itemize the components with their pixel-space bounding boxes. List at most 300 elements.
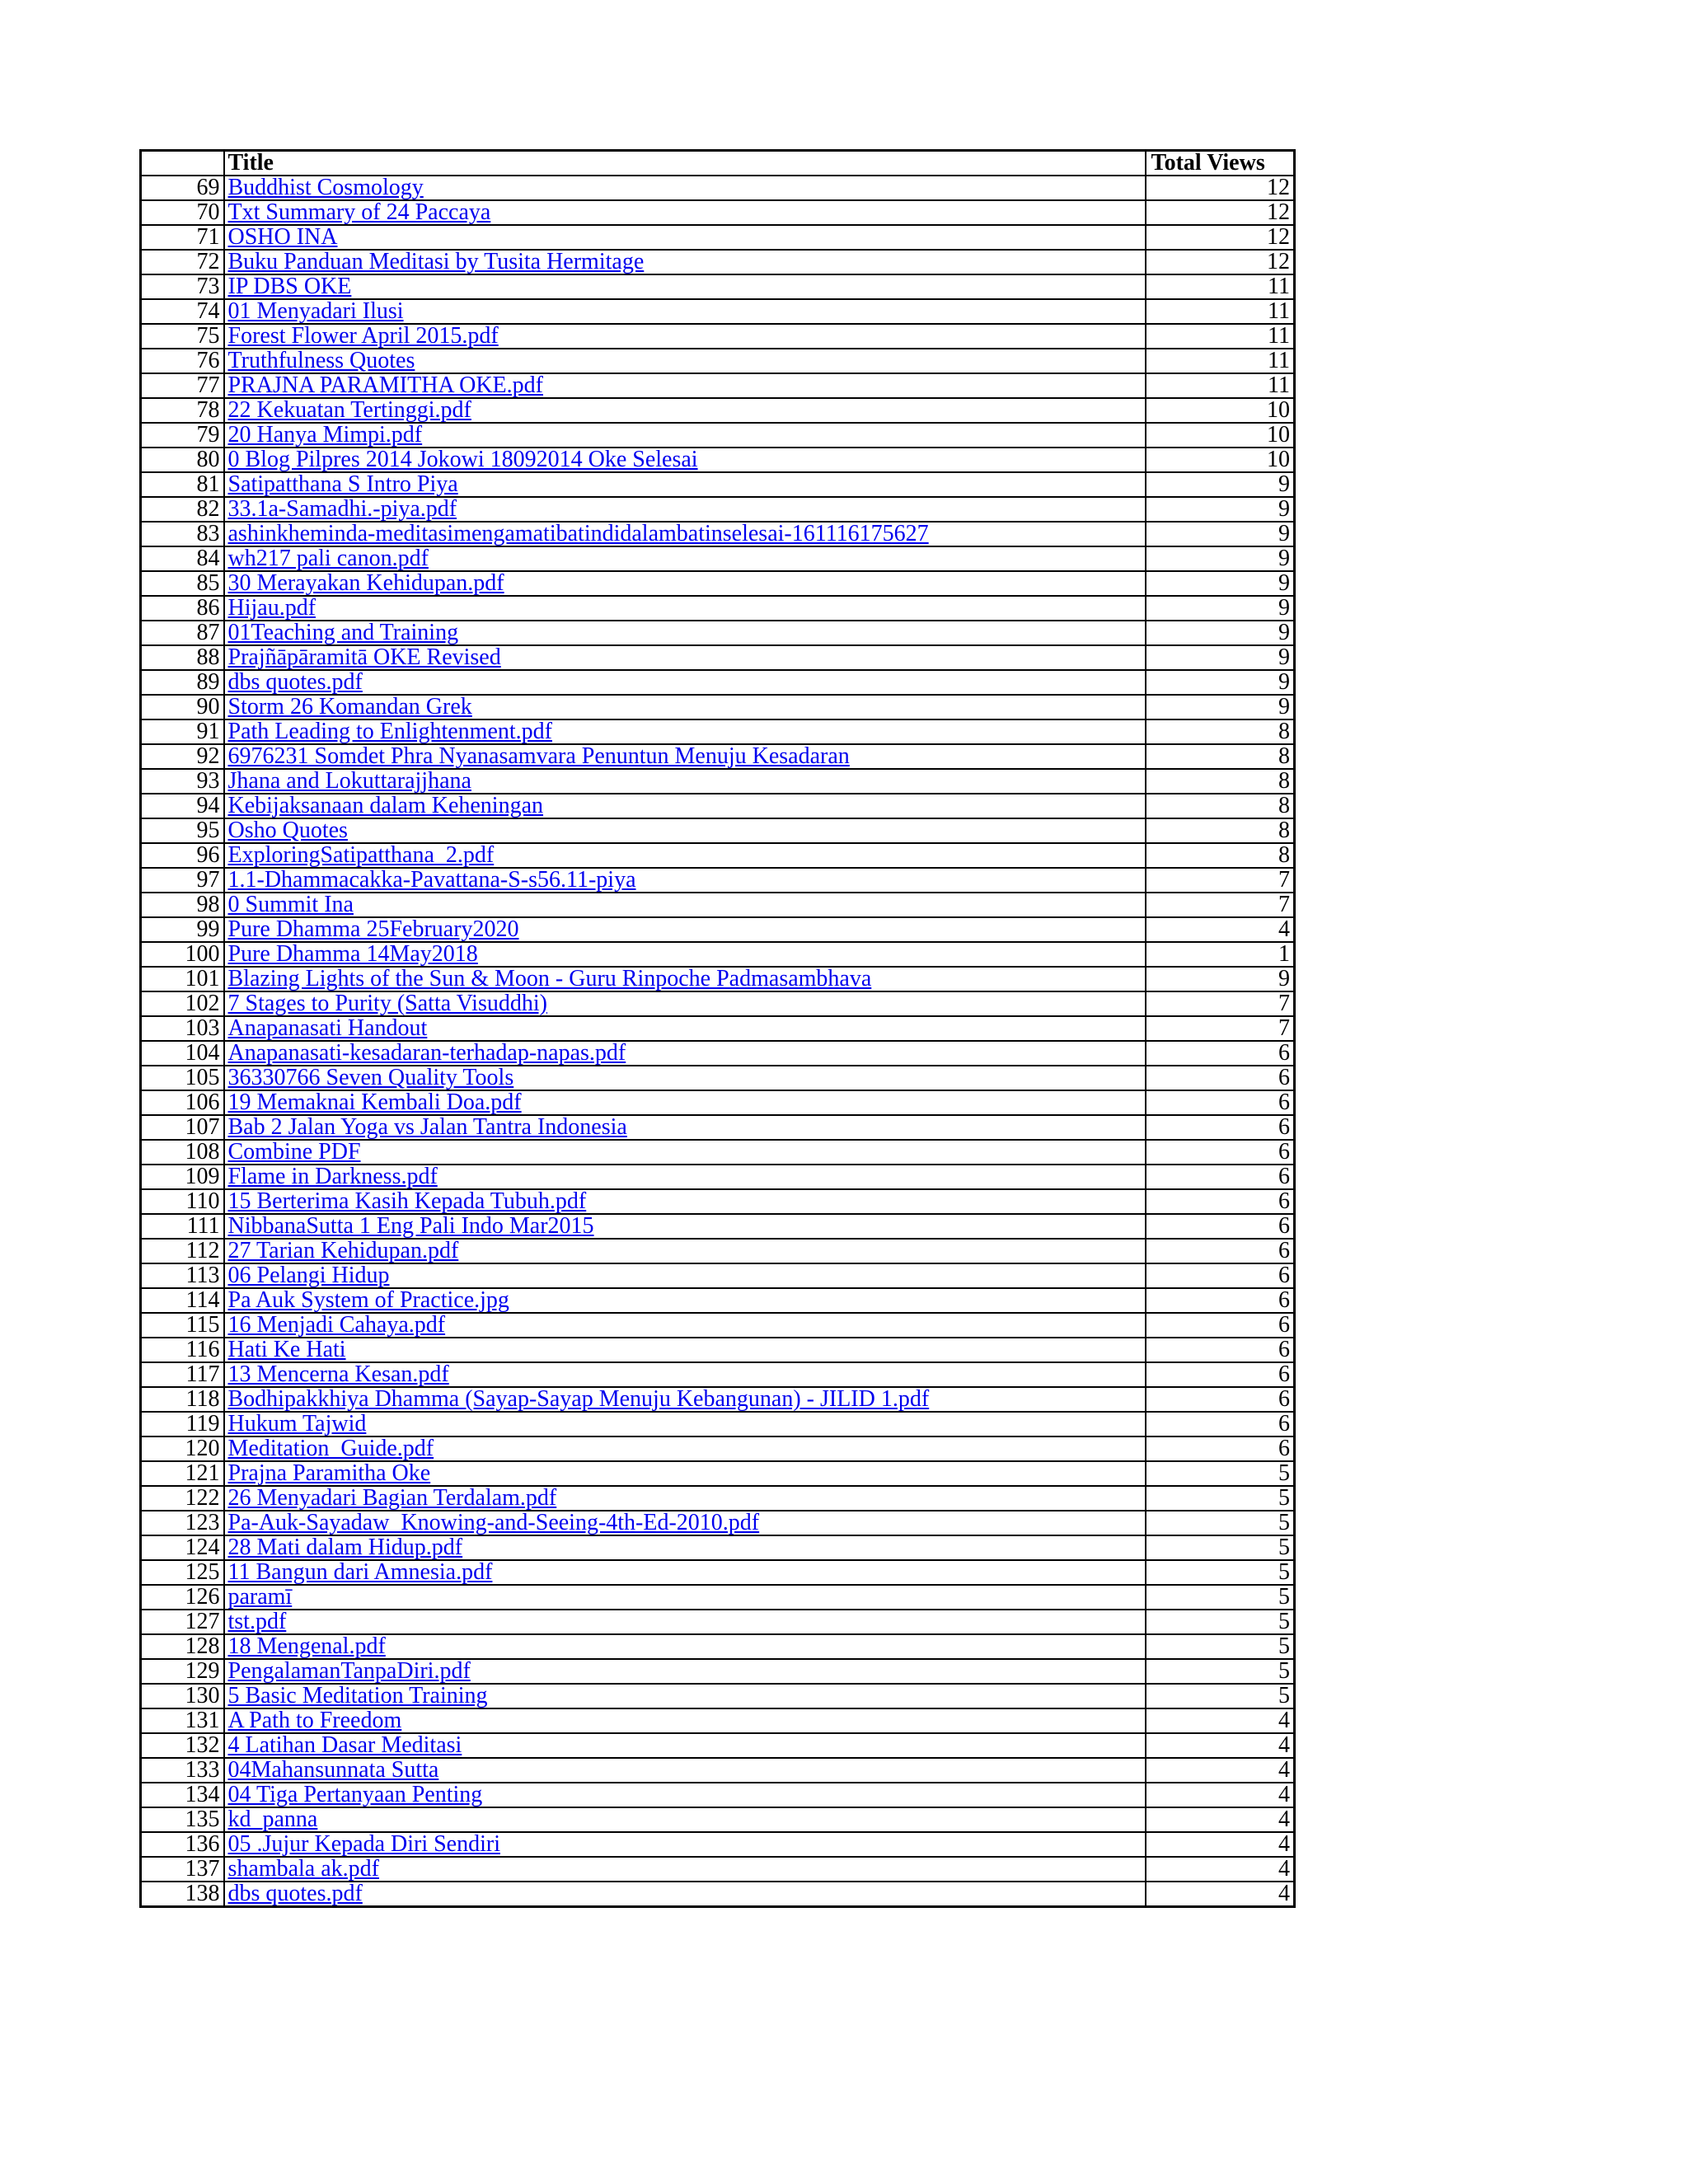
row-title-cell bbox=[224, 1263, 1146, 1288]
table-row bbox=[141, 349, 1295, 373]
row-index: 71 bbox=[141, 225, 224, 250]
document-title-link[interactable]: Bodhipakkhiya Dhamma (Sayap-Sayap Menuju Kebangunan) - JILID 1.pdf bbox=[227, 1387, 930, 1412]
row-total-views: 4 bbox=[1146, 1708, 1295, 1733]
table-row bbox=[141, 991, 1295, 1016]
row-title-cell bbox=[224, 324, 1146, 349]
row-index: 112 bbox=[141, 1239, 224, 1263]
document-title-link[interactable]: 20 Hanya Mimpi.pdf bbox=[227, 423, 423, 448]
row-total-views: 7 bbox=[1146, 1016, 1295, 1041]
row-title-cell bbox=[224, 967, 1146, 991]
row-index: 130 bbox=[141, 1684, 224, 1708]
row-total-views: 5 bbox=[1146, 1585, 1295, 1610]
row-index: 92 bbox=[141, 744, 224, 769]
document-title-link[interactable]: Bab 2 Jalan Yoga vs Jalan Tantra Indonesia bbox=[227, 1115, 627, 1140]
row-index: 82 bbox=[141, 497, 224, 522]
row-title-cell bbox=[224, 1758, 1146, 1783]
document-title-link[interactable]: NibbanaSutta 1 Eng Pali Indo Mar2015 bbox=[227, 1214, 594, 1239]
row-index: 121 bbox=[141, 1461, 224, 1486]
row-total-views: 9 bbox=[1146, 645, 1295, 670]
row-index: 94 bbox=[141, 794, 224, 818]
row-total-views: 12 bbox=[1146, 225, 1295, 250]
table-row bbox=[141, 1684, 1295, 1708]
table-row bbox=[141, 1436, 1295, 1461]
table-row bbox=[141, 1288, 1295, 1313]
row-index: 125 bbox=[141, 1560, 224, 1585]
row-total-views: 6 bbox=[1146, 1362, 1295, 1387]
document-title-link[interactable]: Hati Ke Hati bbox=[227, 1338, 346, 1362]
document-title-link[interactable]: 27 Tarian Kehidupan.pdf bbox=[227, 1239, 459, 1263]
row-title-cell bbox=[224, 1486, 1146, 1511]
row-index: 133 bbox=[141, 1758, 224, 1783]
document-title-link[interactable]: Buku Panduan Meditasi by Tusita Hermitage bbox=[227, 250, 645, 274]
row-title-cell bbox=[224, 349, 1146, 373]
row-total-views: 12 bbox=[1146, 250, 1295, 274]
row-index: 116 bbox=[141, 1338, 224, 1362]
table-row bbox=[141, 1511, 1295, 1535]
document-title-link[interactable]: Pure Dhamma 14May2018 bbox=[227, 942, 478, 967]
document-title-link[interactable]: 0 Blog Pilpres 2014 Jokowi 18092014 Oke Selesai bbox=[227, 448, 698, 472]
header-total-views: Total Views bbox=[1146, 151, 1295, 176]
row-title-cell bbox=[224, 1659, 1146, 1684]
row-title-cell bbox=[224, 991, 1146, 1016]
row-title-cell bbox=[224, 472, 1146, 497]
document-title-link[interactable]: 11 Bangun dari Amnesia.pdf bbox=[227, 1560, 493, 1585]
table-row bbox=[141, 744, 1295, 769]
document-title-link[interactable]: Satipatthana S Intro Piya bbox=[227, 472, 458, 497]
row-title-cell bbox=[224, 274, 1146, 299]
row-total-views: 11 bbox=[1146, 299, 1295, 324]
table-row bbox=[141, 423, 1295, 448]
table-row bbox=[141, 1115, 1295, 1140]
table-row bbox=[141, 942, 1295, 967]
header-index bbox=[141, 151, 224, 176]
row-index: 75 bbox=[141, 324, 224, 349]
table-row bbox=[141, 1387, 1295, 1412]
row-title-cell bbox=[224, 1313, 1146, 1338]
row-title-cell bbox=[224, 1560, 1146, 1585]
document-title-link[interactable]: 0 Summit Ina bbox=[227, 893, 354, 917]
table-row bbox=[141, 522, 1295, 546]
row-title-cell bbox=[224, 250, 1146, 274]
document-title-link[interactable]: Pure Dhamma 25February2020 bbox=[227, 917, 519, 942]
document-title-link[interactable]: Osho Quotes bbox=[227, 818, 348, 843]
row-total-views: 12 bbox=[1146, 176, 1295, 200]
row-title-cell bbox=[224, 818, 1146, 843]
row-title-cell bbox=[224, 1733, 1146, 1758]
document-title-link[interactable]: ExploringSatipatthana_2.pdf bbox=[227, 843, 495, 868]
row-index: 115 bbox=[141, 1313, 224, 1338]
row-total-views: 9 bbox=[1146, 497, 1295, 522]
row-total-views: 9 bbox=[1146, 546, 1295, 571]
table-row bbox=[141, 1263, 1295, 1288]
document-title-link[interactable]: Hijau.pdf bbox=[227, 596, 316, 621]
row-title-cell bbox=[224, 1436, 1146, 1461]
row-title-cell bbox=[224, 1610, 1146, 1634]
table-row bbox=[141, 917, 1295, 942]
document-title-link[interactable]: Buddhist Cosmology bbox=[227, 176, 424, 200]
row-title-cell bbox=[224, 1338, 1146, 1362]
row-title-cell bbox=[224, 1387, 1146, 1412]
row-title-cell bbox=[224, 1783, 1146, 1807]
table-row bbox=[141, 497, 1295, 522]
row-index: 110 bbox=[141, 1189, 224, 1214]
row-total-views: 5 bbox=[1146, 1535, 1295, 1560]
row-index: 108 bbox=[141, 1140, 224, 1165]
document-title-link[interactable]: kd_panna bbox=[227, 1807, 318, 1832]
row-title-cell bbox=[224, 373, 1146, 398]
row-index: 122 bbox=[141, 1486, 224, 1511]
row-total-views: 9 bbox=[1146, 695, 1295, 719]
row-index: 83 bbox=[141, 522, 224, 546]
table-body bbox=[141, 176, 1295, 1907]
row-index: 126 bbox=[141, 1585, 224, 1610]
row-title-cell bbox=[224, 1634, 1146, 1659]
header-title: Title bbox=[224, 151, 1146, 176]
row-index: 132 bbox=[141, 1733, 224, 1758]
row-index: 79 bbox=[141, 423, 224, 448]
table-row bbox=[141, 1783, 1295, 1807]
row-index: 97 bbox=[141, 868, 224, 893]
row-title-cell bbox=[224, 1511, 1146, 1535]
row-title-cell bbox=[224, 1362, 1146, 1387]
document-title-link[interactable]: wh217 pali canon.pdf bbox=[227, 546, 429, 571]
row-total-views: 8 bbox=[1146, 843, 1295, 868]
row-title-cell bbox=[224, 1214, 1146, 1239]
table-row bbox=[141, 1659, 1295, 1684]
row-index: 117 bbox=[141, 1362, 224, 1387]
table-row bbox=[141, 596, 1295, 621]
document-title-link[interactable]: 15 Berterima Kasih Kepada Tubuh.pdf bbox=[227, 1189, 587, 1214]
table-row bbox=[141, 645, 1295, 670]
document-title-link[interactable]: ashinkheminda-meditasimengamatibatindidalambatinselesai-161116175627 bbox=[227, 522, 929, 546]
table-row bbox=[141, 299, 1295, 324]
table-row bbox=[141, 1338, 1295, 1362]
row-index: 96 bbox=[141, 843, 224, 868]
views-table bbox=[139, 149, 1296, 1908]
row-total-views: 10 bbox=[1146, 448, 1295, 472]
row-title-cell bbox=[224, 1882, 1146, 1907]
row-index: 72 bbox=[141, 250, 224, 274]
table-row bbox=[141, 1486, 1295, 1511]
table-row bbox=[141, 1214, 1295, 1239]
row-title-cell bbox=[224, 1535, 1146, 1560]
table-row bbox=[141, 1461, 1295, 1486]
document-title-link[interactable]: 1.1-Dhammacakka-Pavattana-S-s56.11-piya bbox=[227, 868, 636, 893]
table-row bbox=[141, 621, 1295, 645]
row-total-views: 12 bbox=[1146, 200, 1295, 225]
row-title-cell bbox=[224, 843, 1146, 868]
row-title-cell bbox=[224, 1288, 1146, 1313]
row-title-cell bbox=[224, 893, 1146, 917]
row-index: 80 bbox=[141, 448, 224, 472]
row-total-views: 9 bbox=[1146, 571, 1295, 596]
document-title-link[interactable]: 19 Memaknai Kembali Doa.pdf bbox=[227, 1090, 522, 1115]
document-title-link[interactable]: 36330766 Seven Quality Tools bbox=[227, 1066, 514, 1090]
row-total-views: 6 bbox=[1146, 1140, 1295, 1165]
table-row bbox=[141, 769, 1295, 794]
row-title-cell bbox=[224, 868, 1146, 893]
row-total-views: 9 bbox=[1146, 596, 1295, 621]
row-index: 120 bbox=[141, 1436, 224, 1461]
table-row bbox=[141, 1708, 1295, 1733]
document-title-link[interactable]: Flame in Darkness.pdf bbox=[227, 1165, 438, 1189]
row-index: 104 bbox=[141, 1041, 224, 1066]
row-title-cell bbox=[224, 596, 1146, 621]
row-total-views: 5 bbox=[1146, 1610, 1295, 1634]
table-row bbox=[141, 893, 1295, 917]
table-row bbox=[141, 794, 1295, 818]
table-row bbox=[141, 1313, 1295, 1338]
row-total-views: 6 bbox=[1146, 1239, 1295, 1263]
row-total-views: 9 bbox=[1146, 472, 1295, 497]
row-total-views: 8 bbox=[1146, 744, 1295, 769]
document-title-link[interactable]: Pa Auk System of Practice.jpg bbox=[227, 1288, 509, 1313]
document-title-link[interactable]: 18 Mengenal.pdf bbox=[227, 1634, 386, 1659]
document-title-link[interactable]: Kebijaksanaan dalam Keheningan bbox=[227, 794, 544, 818]
table-row bbox=[141, 1189, 1295, 1214]
document-title-link[interactable]: IP DBS OKE bbox=[227, 274, 352, 299]
row-title-cell bbox=[224, 1807, 1146, 1832]
document-title-link[interactable]: tst.pdf bbox=[227, 1610, 287, 1634]
row-total-views: 4 bbox=[1146, 1783, 1295, 1807]
row-index: 91 bbox=[141, 719, 224, 744]
table-row bbox=[141, 1857, 1295, 1882]
row-index: 118 bbox=[141, 1387, 224, 1412]
document-title-link[interactable]: Meditation_Guide.pdf bbox=[227, 1436, 434, 1461]
row-index: 109 bbox=[141, 1165, 224, 1189]
row-index: 70 bbox=[141, 200, 224, 225]
table-row bbox=[141, 868, 1295, 893]
row-total-views: 5 bbox=[1146, 1634, 1295, 1659]
table-row bbox=[141, 1758, 1295, 1783]
row-total-views: 6 bbox=[1146, 1436, 1295, 1461]
row-title-cell bbox=[224, 176, 1146, 200]
document-title-link[interactable]: 04Mahansunnata Sutta bbox=[227, 1758, 439, 1783]
table-row bbox=[141, 1585, 1295, 1610]
row-index: 76 bbox=[141, 349, 224, 373]
document-title-link[interactable]: 6976231 Somdet Phra Nyanasamvara Penuntun Menuju Kesadaran bbox=[227, 744, 850, 769]
document-title-link[interactable]: dbs quotes.pdf bbox=[227, 1882, 363, 1906]
row-title-cell bbox=[224, 448, 1146, 472]
table-row bbox=[141, 324, 1295, 349]
document-title-link[interactable]: Storm 26 Komandan Grek bbox=[227, 695, 472, 719]
table-row bbox=[141, 1066, 1295, 1090]
row-index: 101 bbox=[141, 967, 224, 991]
document-title-link[interactable]: 7 Stages to Purity (Satta Visuddhi) bbox=[227, 991, 547, 1016]
row-index: 81 bbox=[141, 472, 224, 497]
table-row bbox=[141, 818, 1295, 843]
document-title-link[interactable]: Hukum Tajwid bbox=[227, 1412, 367, 1436]
row-index: 85 bbox=[141, 571, 224, 596]
document-title-link[interactable]: Pa-Auk-Sayadaw_Knowing-and-Seeing-4th-Ed-2010.pdf bbox=[227, 1511, 760, 1535]
row-total-views: 6 bbox=[1146, 1263, 1295, 1288]
table-row bbox=[141, 176, 1295, 200]
document-title-link[interactable]: OSHO INA bbox=[227, 225, 338, 250]
row-total-views: 6 bbox=[1146, 1313, 1295, 1338]
row-total-views: 6 bbox=[1146, 1214, 1295, 1239]
row-index: 102 bbox=[141, 991, 224, 1016]
table-row bbox=[141, 719, 1295, 744]
document-title-link[interactable]: Path Leading to Enlightenment.pdf bbox=[227, 719, 552, 744]
document-title-link[interactable]: 01 Menyadari Ilusi bbox=[227, 299, 404, 324]
row-total-views: 6 bbox=[1146, 1165, 1295, 1189]
row-total-views: 6 bbox=[1146, 1090, 1295, 1115]
row-total-views: 8 bbox=[1146, 769, 1295, 794]
document-title-link[interactable]: 26 Menyadari Bagian Terdalam.pdf bbox=[227, 1486, 557, 1511]
row-title-cell bbox=[224, 769, 1146, 794]
table-row bbox=[141, 373, 1295, 398]
row-total-views: 4 bbox=[1146, 1733, 1295, 1758]
row-title-cell bbox=[224, 719, 1146, 744]
table-row bbox=[141, 571, 1295, 596]
document-title-link[interactable]: Truthfulness Quotes bbox=[227, 349, 415, 373]
row-title-cell bbox=[224, 225, 1146, 250]
table-row bbox=[141, 1041, 1295, 1066]
row-total-views: 6 bbox=[1146, 1412, 1295, 1436]
row-index: 73 bbox=[141, 274, 224, 299]
table-row bbox=[141, 1634, 1295, 1659]
document-title-link[interactable]: Prajna Paramitha Oke bbox=[227, 1461, 431, 1486]
document-title-link[interactable]: PRAJNA PARAMITHA OKE.pdf bbox=[227, 373, 543, 398]
table-row bbox=[141, 1090, 1295, 1115]
row-index: 95 bbox=[141, 818, 224, 843]
row-title-cell bbox=[224, 1165, 1146, 1189]
row-index: 129 bbox=[141, 1659, 224, 1684]
row-index: 69 bbox=[141, 176, 224, 200]
document-title-link[interactable]: Txt Summary of 24 Paccaya bbox=[227, 200, 491, 225]
row-index: 106 bbox=[141, 1090, 224, 1115]
row-total-views: 8 bbox=[1146, 794, 1295, 818]
table-row bbox=[141, 1016, 1295, 1041]
row-total-views: 5 bbox=[1146, 1461, 1295, 1486]
row-title-cell bbox=[224, 1832, 1146, 1857]
table-row bbox=[141, 250, 1295, 274]
document-title-link[interactable]: Forest Flower April 2015.pdf bbox=[227, 324, 499, 349]
row-title-cell bbox=[224, 1708, 1146, 1733]
table-row bbox=[141, 967, 1295, 991]
row-total-views: 7 bbox=[1146, 868, 1295, 893]
table-row bbox=[141, 472, 1295, 497]
row-total-views: 6 bbox=[1146, 1115, 1295, 1140]
row-total-views: 9 bbox=[1146, 670, 1295, 695]
row-index: 99 bbox=[141, 917, 224, 942]
table-row bbox=[141, 448, 1295, 472]
document-title-link[interactable]: 13 Mencerna Kesan.pdf bbox=[227, 1362, 449, 1387]
row-total-views: 6 bbox=[1146, 1041, 1295, 1066]
row-index: 103 bbox=[141, 1016, 224, 1041]
table-row bbox=[141, 1733, 1295, 1758]
row-index: 113 bbox=[141, 1263, 224, 1288]
document-title-link[interactable]: 05 .Jujur Kepada Diri Sendiri bbox=[227, 1832, 500, 1857]
row-title-cell bbox=[224, 695, 1146, 719]
row-total-views: 9 bbox=[1146, 621, 1295, 645]
document-title-link[interactable]: 06 Pelangi Hidup bbox=[227, 1263, 390, 1288]
row-title-cell bbox=[224, 200, 1146, 225]
row-title-cell bbox=[224, 942, 1146, 967]
document-title-link[interactable]: 22 Kekuatan Tertinggi.pdf bbox=[227, 398, 471, 423]
table-row bbox=[141, 225, 1295, 250]
row-index: 78 bbox=[141, 398, 224, 423]
table-row bbox=[141, 670, 1295, 695]
row-total-views: 4 bbox=[1146, 1832, 1295, 1857]
document-title-link[interactable]: 30 Merayakan Kehidupan.pdf bbox=[227, 571, 504, 596]
row-title-cell bbox=[224, 621, 1146, 645]
row-title-cell bbox=[224, 1461, 1146, 1486]
row-index: 93 bbox=[141, 769, 224, 794]
row-index: 127 bbox=[141, 1610, 224, 1634]
table-row bbox=[141, 843, 1295, 868]
document-title-link[interactable]: 4 Latihan Dasar Meditasi bbox=[227, 1733, 462, 1758]
row-total-views: 5 bbox=[1146, 1560, 1295, 1585]
row-total-views: 4 bbox=[1146, 1882, 1295, 1907]
row-total-views: 11 bbox=[1146, 349, 1295, 373]
row-index: 134 bbox=[141, 1783, 224, 1807]
document-title-link[interactable]: Blazing Lights of the Sun & Moon - Guru Rinpoche Padmasambhava bbox=[227, 967, 872, 991]
row-total-views: 5 bbox=[1146, 1684, 1295, 1708]
document-title-link[interactable]: Combine PDF bbox=[227, 1140, 361, 1165]
document-title-link[interactable]: shambala ak.pdf bbox=[227, 1857, 379, 1882]
document-title-link[interactable]: Jhana and Lokuttarajjhana bbox=[227, 769, 471, 794]
row-total-views: 9 bbox=[1146, 967, 1295, 991]
row-title-cell bbox=[224, 497, 1146, 522]
row-title-cell bbox=[224, 546, 1146, 571]
row-index: 135 bbox=[141, 1807, 224, 1832]
row-index: 84 bbox=[141, 546, 224, 571]
document-title-link[interactable]: Prajñāpāramitā OKE Revised bbox=[227, 645, 501, 670]
row-total-views: 6 bbox=[1146, 1066, 1295, 1090]
row-index: 114 bbox=[141, 1288, 224, 1313]
row-total-views: 8 bbox=[1146, 719, 1295, 744]
row-total-views: 11 bbox=[1146, 274, 1295, 299]
row-title-cell bbox=[224, 1140, 1146, 1165]
row-index: 90 bbox=[141, 695, 224, 719]
row-index: 107 bbox=[141, 1115, 224, 1140]
document-title-link[interactable]: 04 Tiga Pertanyaan Penting bbox=[227, 1783, 483, 1807]
document-title-link[interactable]: 28 Mati dalam Hidup.pdf bbox=[227, 1535, 463, 1560]
row-title-cell bbox=[224, 1016, 1146, 1041]
row-title-cell bbox=[224, 423, 1146, 448]
table-row bbox=[141, 1140, 1295, 1165]
document-title-link[interactable]: 33.1a-Samadhi.-piya.pdf bbox=[227, 497, 457, 522]
row-title-cell bbox=[224, 1857, 1146, 1882]
document-title-link[interactable]: paramī bbox=[227, 1585, 293, 1610]
document-title-link[interactable]: Anapanasati-kesadaran-terhadap-napas.pdf bbox=[227, 1041, 626, 1066]
table-row bbox=[141, 1560, 1295, 1585]
row-total-views: 8 bbox=[1146, 818, 1295, 843]
row-total-views: 11 bbox=[1146, 373, 1295, 398]
row-total-views: 5 bbox=[1146, 1511, 1295, 1535]
document-title-link[interactable]: 5 Basic Meditation Training bbox=[227, 1684, 488, 1708]
row-total-views: 5 bbox=[1146, 1659, 1295, 1684]
row-total-views: 7 bbox=[1146, 893, 1295, 917]
document-title-link[interactable]: 16 Menjadi Cahaya.pdf bbox=[227, 1313, 446, 1338]
row-index: 86 bbox=[141, 596, 224, 621]
document-title-link[interactable]: Anapanasati Handout bbox=[227, 1016, 428, 1041]
row-title-cell bbox=[224, 645, 1146, 670]
row-index: 124 bbox=[141, 1535, 224, 1560]
row-total-views: 6 bbox=[1146, 1189, 1295, 1214]
document-title-link[interactable]: PengalamanTanpaDiri.pdf bbox=[227, 1659, 471, 1684]
row-title-cell bbox=[224, 1412, 1146, 1436]
table-row bbox=[141, 1362, 1295, 1387]
document-title-link[interactable]: A Path to Freedom bbox=[227, 1708, 402, 1733]
row-title-cell bbox=[224, 1066, 1146, 1090]
document-title-link[interactable]: dbs quotes.pdf bbox=[227, 670, 363, 695]
row-index: 100 bbox=[141, 942, 224, 967]
row-index: 111 bbox=[141, 1214, 224, 1239]
document-title-link[interactable]: 01Teaching and Training bbox=[227, 621, 459, 645]
row-total-views: 4 bbox=[1146, 1807, 1295, 1832]
